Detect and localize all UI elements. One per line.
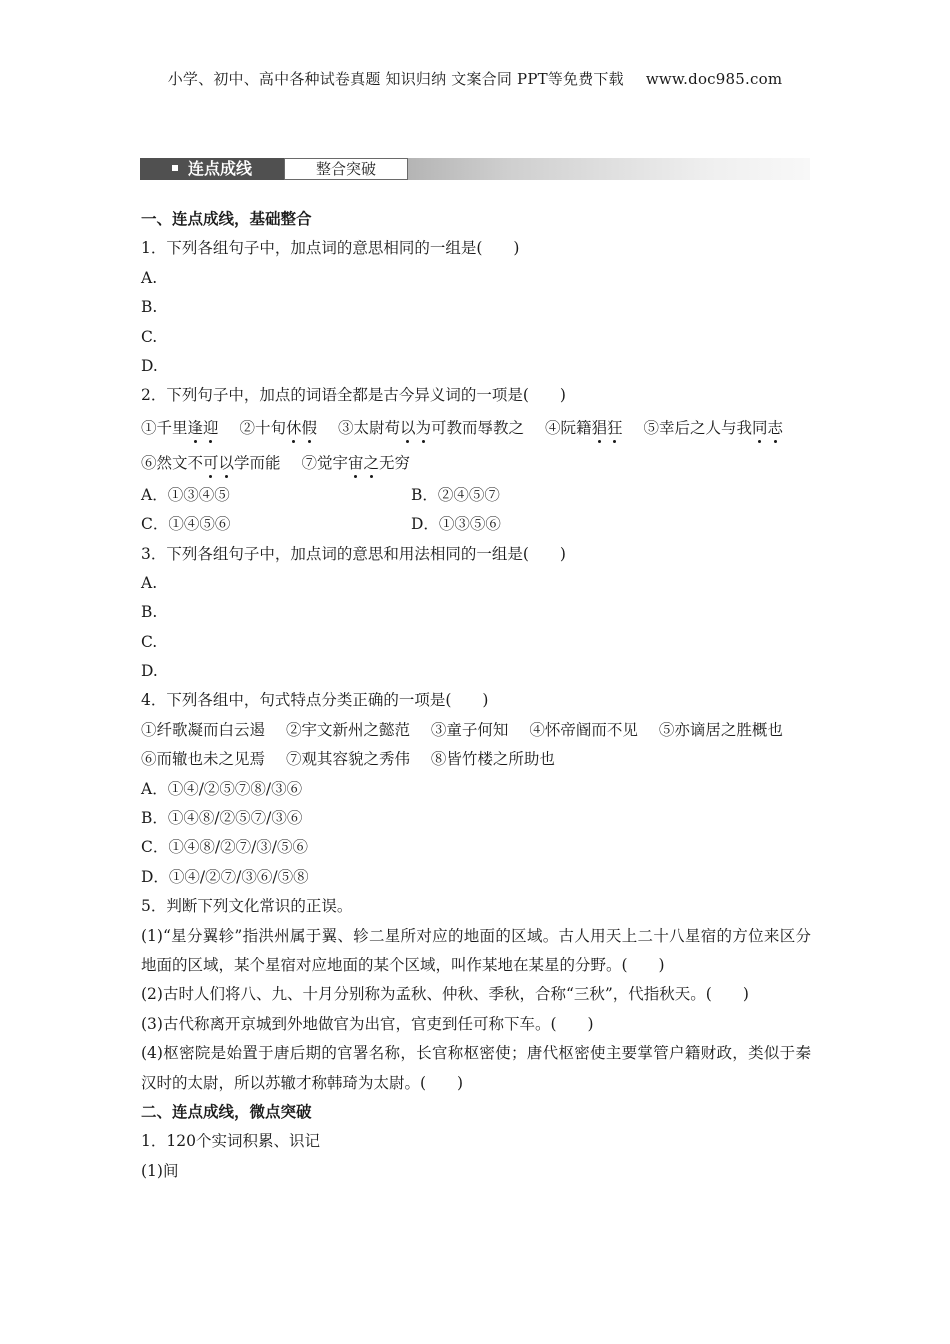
q4-item: ⑧皆竹楼之所助也 <box>430 750 555 769</box>
q2-option: A．①③④⑤ <box>141 485 230 504</box>
q1-option: A. <box>141 268 158 287</box>
q4-option: D．①④/②⑦/③⑥/⑤⑧ <box>141 867 309 886</box>
q2-items-row <box>141 411 811 446</box>
emphasis-dot-char: 志 <box>767 418 783 437</box>
q5-stem: 5．判断下列文化常识的正误。 <box>141 897 353 916</box>
emphasis-dot-char: 同 <box>751 418 768 437</box>
dotted-word <box>348 454 379 472</box>
q2-items-row <box>141 446 811 481</box>
page-header <box>0 68 950 89</box>
emphasis-dot-char: 之 <box>363 453 380 472</box>
emphasis-dot-char: 猖 <box>591 418 607 437</box>
q4-item: ③童子何知 <box>430 720 509 739</box>
q3-option: B. <box>141 603 158 622</box>
q4-item: ④怀帝阍而不见 <box>529 720 638 739</box>
emphasis-dot-char: 狂 <box>607 418 623 437</box>
q2-options-row <box>141 481 811 510</box>
emphasis-dot-char: 宙 <box>348 453 364 472</box>
header-text: 小学、初中、高中各种试卷真题 知识归纳 文案合同 PPT等免费下载 <box>167 70 624 88</box>
banner-subtitle: 整合突破 <box>284 158 408 180</box>
q1-option: B. <box>141 298 158 317</box>
q4-option: C．①④⑧/②⑦/③/⑤⑥ <box>141 838 309 857</box>
emphasis-dot-char: 可 <box>203 453 219 472</box>
q2-item: ③太尉苟以为可教而辱教之 <box>337 418 525 437</box>
q4-item: ⑤亦谪居之胜概也 <box>658 720 783 739</box>
dotted-word <box>752 419 783 437</box>
q5-statement: (2)古时人们将八、九、十月分别称为孟秋、仲秋、季秋，合称“三秋”，代指秋天。( ) <box>141 985 749 1004</box>
square-bullet-icon <box>172 165 178 171</box>
header-url: www.doc985.com <box>645 70 783 88</box>
q2-item: ①千里逢迎 <box>141 418 219 437</box>
q3-option: A. <box>141 573 158 592</box>
q2-option: B．②④⑤⑦ <box>411 485 500 504</box>
q4-option: B．①④⑧/②⑤⑦/③⑥ <box>141 809 303 828</box>
section2-heading: 二、连点成线，微点突破 <box>141 1103 312 1122</box>
q2-item: ④阮籍猖狂 <box>544 418 623 437</box>
q2-item: ⑤幸后之人与我同志 <box>643 418 783 437</box>
q3-option: C. <box>141 632 158 651</box>
banner-title-block <box>140 158 284 180</box>
dotted-word <box>188 419 219 437</box>
dotted-word <box>286 419 317 437</box>
q2-option: C．①④⑤⑥ <box>141 515 231 534</box>
section2-subheading: 1．120个实词积累、识记 <box>141 1132 320 1151</box>
q1-option: D. <box>141 356 158 375</box>
q3-stem: 3．下列各组句子中，加点词的意思和用法相同的一组是( ) <box>141 544 566 563</box>
dotted-word <box>591 419 622 437</box>
q2-item: ⑥然文不可以学而能 <box>141 453 281 472</box>
emphasis-dot-char: 迎 <box>203 418 219 437</box>
q4-stem: 4．下列各组中，句式特点分类正确的一项是( ) <box>141 691 489 710</box>
q2-options-row <box>141 510 811 539</box>
section-banner <box>140 152 810 186</box>
q1-option: C. <box>141 327 158 346</box>
q4-item: ②宇文新州之懿范 <box>285 720 410 739</box>
q3-option: D. <box>141 662 158 681</box>
dotted-word <box>203 454 234 472</box>
q2-option: D．①③⑤⑥ <box>411 515 501 534</box>
emphasis-dot-char: 逢 <box>187 418 204 437</box>
emphasis-dot-char: 休 <box>286 418 302 437</box>
q5-statement: (4)枢密院是始置于唐后期的官署名称，长官称枢密使；唐代枢密使主要掌管户籍财政，类似于秦汉时的太尉，所以苏辙才称韩琦为太尉。( ) <box>141 1044 811 1092</box>
q1-stem: 1．下列各组句子中，加点词的意思相同的一组是( ) <box>141 239 520 258</box>
section1-heading: 一、连点成线，基础整合 <box>141 210 312 228</box>
emphasis-dot-char: 为 <box>415 418 432 437</box>
emphasis-dot-char: 假 <box>301 418 318 437</box>
banner-title: 连点成线 <box>188 159 253 178</box>
q5-statement: (3)古代称离开京城到外地做官为出官，官吏到任可称下车。( ) <box>141 1014 594 1033</box>
q4-items-row <box>141 716 811 745</box>
emphasis-dot-char: 以 <box>399 418 416 437</box>
section2-item: (1)间 <box>141 1161 179 1180</box>
q2-stem: 2．下列句子中，加点的词语全都是古今异义词的一项是( ) <box>141 386 566 405</box>
q4-option: A．①④/②⑤⑦⑧/③⑥ <box>141 779 303 798</box>
dotted-word <box>400 419 431 437</box>
q4-item: ①纤歌凝而白云遏 <box>141 720 266 739</box>
q2-item: ②十旬休假 <box>239 418 318 437</box>
q4-item: ⑦观其容貌之秀伟 <box>285 750 410 769</box>
document-body <box>141 205 811 1186</box>
q4-item: ⑥而辙也未之见焉 <box>141 750 266 769</box>
emphasis-dot-char: 以 <box>218 453 235 472</box>
q2-item: ⑦觉宇宙之无穷 <box>301 453 411 472</box>
q5-statement: (1)“星分翼轸”指洪州属于翼、轸二星所对应的地面的区域。古人用天上二十八星宿的方位来区分地面的区域，某个星宿对应地面的某个区域，叫作某地在某星的分野。( ) <box>141 926 811 974</box>
q4-items-row <box>141 745 811 774</box>
